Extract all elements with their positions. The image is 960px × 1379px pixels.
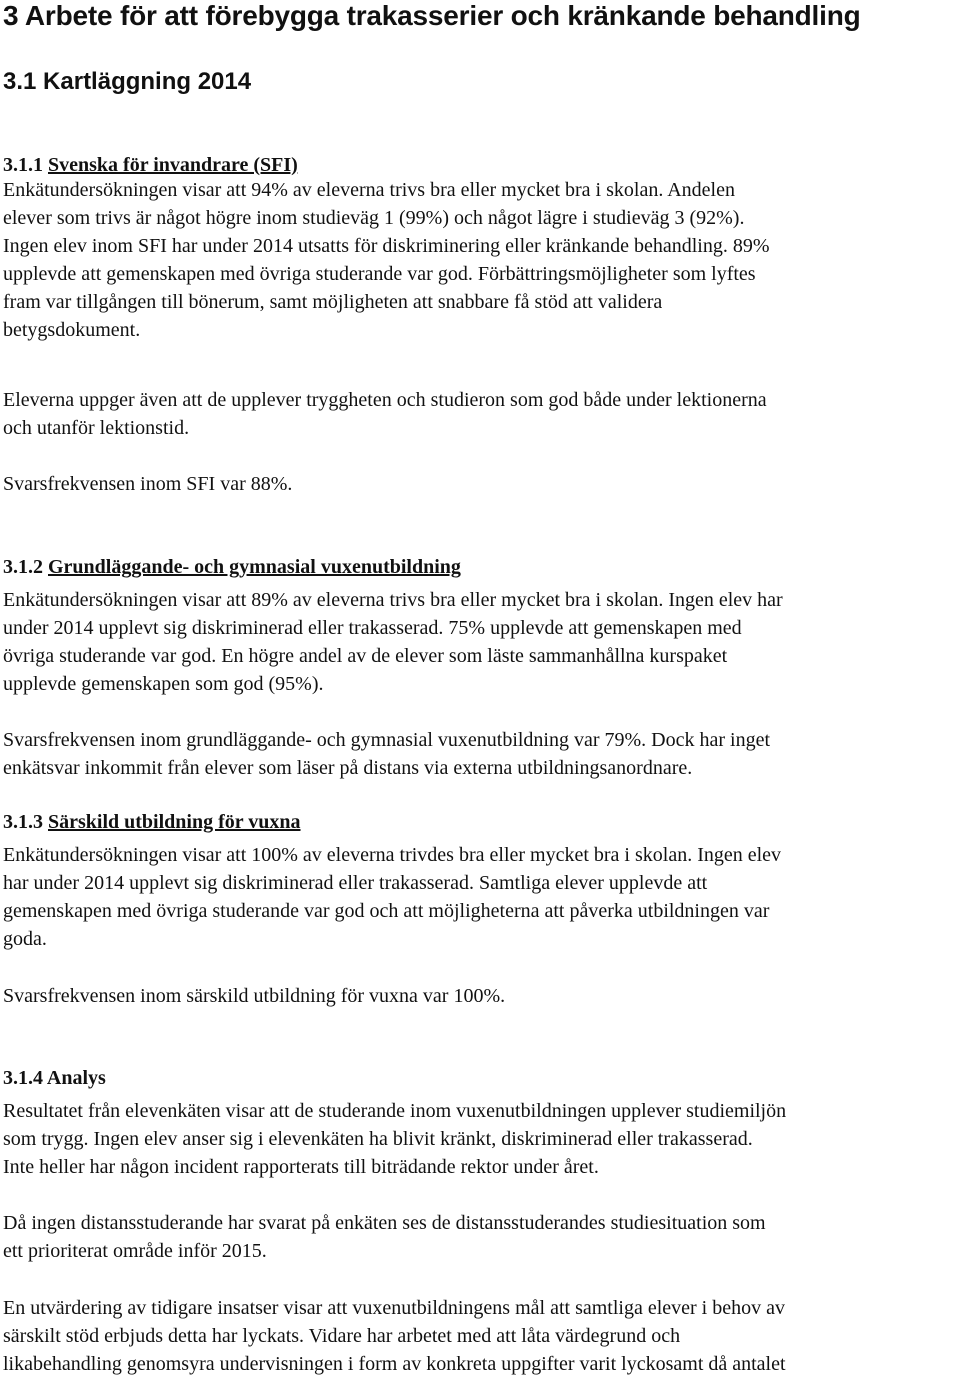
section-title: Kartläggning 2014 <box>43 68 252 95</box>
subsection-heading-analys <box>3 1065 106 1091</box>
paragraph-analys-results <box>3 1097 786 1181</box>
text-line: under 2014 upplevt sig diskriminerad eller trakasserad. 75% upplevde att gemenskapen med <box>3 617 742 639</box>
text-line: goda. <box>3 928 47 950</box>
text-line: fram var tillgången till bönerum, samt möjligheten att snabbare få stöd att validera <box>3 291 663 313</box>
paragraph-sfi-safety <box>3 386 767 442</box>
text-line: En utvärdering av tidigare insatser visar att vuxenutbildningens mål att samtliga elever i behov av <box>3 1297 785 1319</box>
paragraph-grund-response-rate <box>3 726 770 782</box>
paragraph-sarskild-results <box>3 841 781 953</box>
paragraph-analys-evaluation <box>3 1294 786 1378</box>
text-line: Eleverna uppger även att de upplever tryggheten och studieron som god både under lektionerna <box>3 389 767 411</box>
subsection-number: 3.1.1 <box>3 154 43 176</box>
subsection-heading-grund <box>3 554 461 580</box>
text-line: Enkätundersökningen visar att 89% av eleverna trivs bra eller mycket bra i skolan. Ingen elev har <box>3 589 783 611</box>
text-line: betygsdokument. <box>3 319 141 341</box>
text-line: Svarsfrekvensen inom särskild utbildning för vuxna var 100%. <box>3 985 506 1007</box>
paragraph-sfi-response-rate <box>3 470 292 498</box>
text-line: har under 2014 upplevt sig diskriminerad eller trakasserad. Samtliga elever upplevde att <box>3 872 708 894</box>
text-line: gemenskapen med övriga studerande var god och att möjligheterna att påverka utbildningen var <box>3 900 770 922</box>
subsection-number: 3.1.2 <box>3 556 43 578</box>
text-line: upplevde gemenskapen som god (95%). <box>3 673 324 695</box>
section-number: 3.1 <box>3 68 37 95</box>
subsection-heading-sarskild <box>3 809 301 835</box>
text-line: särskilt stöd erbjuds detta har lyckats. Vidare har arbetet med att låta värdegrund och <box>3 1325 681 1347</box>
text-line: elever som trivs är något högre inom studieväg 1 (99%) och något lägre i studieväg 3 (92%). <box>3 207 745 229</box>
text-line: som trygg. Ingen elev anser sig i elevenkäten ha blivit kränkt, diskriminerad eller trakasserad. <box>3 1128 753 1150</box>
text-line: Resultatet från elevenkäten visar att de studerande inom vuxenutbildningen upplever studiemiljön <box>3 1100 787 1122</box>
subsection-title: Analys <box>46 1067 106 1089</box>
paragraph-sarskild-response-rate <box>3 982 505 1010</box>
subsection-title: Grundläggande- och gymnasial vuxenutbildning <box>48 556 461 578</box>
text-line: enkätsvar inkommit från elever som läser på distans via externa utbildningsanordnare. <box>3 757 693 779</box>
text-line: ett prioriterat område inför 2015. <box>3 1240 267 1262</box>
text-line: likabehandling genomsyra undervisningen i form av konkreta uppgifter varit lyckosamt då antalet <box>3 1353 786 1375</box>
chapter-heading: 3 Arbete för att förebygga trakasserier och kränkande behandling <box>3 0 861 31</box>
text-line: upplevde att gemenskapen med övriga studerande var god. Förbättringsmöjligheter som lyftes <box>3 263 756 285</box>
paragraph-sfi-results <box>3 176 769 344</box>
text-line: och utanför lektionstid. <box>3 417 190 439</box>
text-line: Då ingen distansstuderande har svarat på enkäten ses de distansstuderandes studiesituation som <box>3 1212 766 1234</box>
paragraph-grund-results <box>3 586 783 698</box>
text-line: Svarsfrekvensen inom grundläggande- och gymnasial vuxenutbildning var 79%. Dock har inget <box>3 729 771 751</box>
text-line: Svarsfrekvensen inom SFI var 88%. <box>3 473 293 495</box>
subsection-number: 3.1.4 <box>3 1067 43 1089</box>
text-line: Enkätundersökningen visar att 94% av eleverna trivs bra eller mycket bra i skolan. Andelen <box>3 179 735 201</box>
subsection-number: 3.1.3 <box>3 811 43 833</box>
text-line: Inte heller har någon incident rapporterats till biträdande rektor under året. <box>3 1156 599 1178</box>
section-heading <box>3 68 251 96</box>
text-line: övriga studerande var god. En högre andel av de elever som läste sammanhållna kurspaket <box>3 645 728 667</box>
subsection-title: Särskild utbildning för vuxna <box>48 811 301 833</box>
paragraph-analys-distance <box>3 1209 766 1265</box>
subsection-heading-sfi <box>3 152 298 178</box>
subsection-title: Svenska för invandrare (SFI) <box>48 154 298 176</box>
text-line: Ingen elev inom SFI har under 2014 utsatts för diskriminering eller kränkande behandling. 89% <box>3 235 770 257</box>
text-line: Enkätundersökningen visar att 100% av eleverna trivdes bra eller mycket bra i skolan. Ingen elev <box>3 844 782 866</box>
